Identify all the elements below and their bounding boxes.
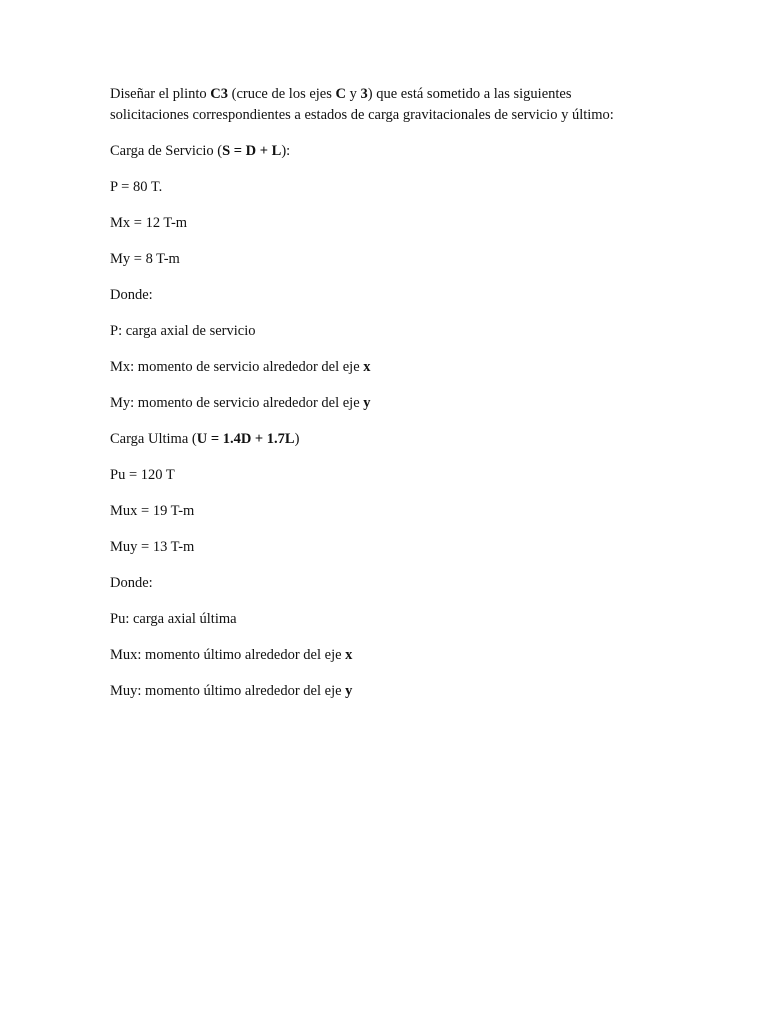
service-def-my-axis: y	[363, 395, 371, 411]
axis-c: C	[335, 86, 346, 102]
intro-text-2: (cruce de los ejes	[228, 86, 336, 102]
ultimate-mux: Mux = 19 T-m	[110, 503, 195, 519]
service-def-mx	[110, 357, 710, 393]
ultimate-def-mux-text: Mux: momento último alrededor del eje	[110, 647, 346, 663]
service-donde: Donde:	[110, 287, 153, 303]
plinth-id: C3	[210, 86, 229, 102]
intro-paragraph	[110, 84, 710, 126]
service-heading-pre: Carga de Servicio (	[110, 143, 223, 159]
intro-text-3: ) que está sometido a las siguientes	[367, 86, 572, 102]
ultimate-load-heading	[110, 429, 710, 465]
ultimate-heading-pre: Carga Ultima (	[110, 431, 197, 447]
service-formula: S = D + L	[222, 143, 282, 159]
intro-text-1: Diseñar el plinto	[110, 86, 211, 102]
service-heading-post: ):	[281, 143, 291, 159]
ultimate-def-muy	[110, 681, 710, 717]
ultimate-heading-post: )	[294, 431, 300, 447]
service-load-heading	[110, 141, 710, 177]
ultimate-def-muy-text: Muy: momento último alrededor del eje	[110, 683, 346, 699]
ultimate-donde: Donde:	[110, 575, 153, 591]
service-def-p: P: carga axial de servicio	[110, 323, 256, 339]
intro-text-y: y	[346, 86, 361, 102]
service-mx: Mx = 12 T-m	[110, 215, 188, 231]
service-def-mx-axis: x	[363, 359, 371, 375]
axis-3: 3	[360, 86, 368, 102]
service-my: My = 8 T-m	[110, 251, 180, 267]
ultimate-def-pu: Pu: carga axial última	[110, 611, 237, 627]
ultimate-formula: U = 1.4D + 1.7L	[196, 431, 295, 447]
ultimate-def-mux	[110, 645, 710, 681]
document-page	[110, 84, 710, 717]
ultimate-def-mux-axis: x	[345, 647, 353, 663]
service-def-my-text: My: momento de servicio alrededor del eje	[110, 395, 364, 411]
ultimate-def-muy-axis: y	[345, 683, 353, 699]
service-def-my	[110, 393, 710, 429]
service-def-mx-text: Mx: momento de servicio alrededor del eje	[110, 359, 364, 375]
service-p: P = 80 T.	[110, 179, 163, 195]
ultimate-pu: Pu = 120 T	[110, 467, 175, 483]
intro-text-line2: solicitaciones correspondientes a estados de carga gravitacionales de servicio y último:	[110, 107, 614, 123]
ultimate-muy: Muy = 13 T-m	[110, 539, 195, 555]
